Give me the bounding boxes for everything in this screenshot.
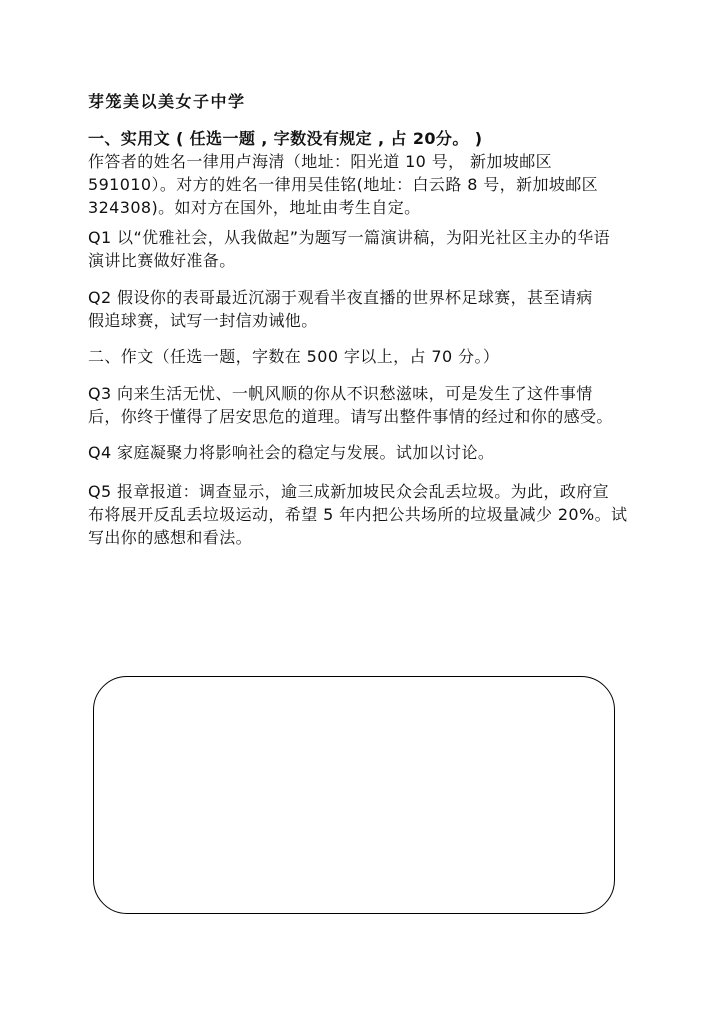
question-q1 [88, 226, 644, 272]
section1-line: 作答者的姓名一律用卢海清（地址：阳光道 10 号， 新加坡邮区 [88, 152, 553, 171]
answer-box [93, 676, 615, 914]
q3-line: 后，你终于懂得了居安思危的道理。请写出整件事情的经过和你的感受。 [88, 407, 613, 426]
q4-line: Q4 家庭凝聚力将影响社会的稳定与发展。试加以讨论。 [88, 443, 495, 462]
section1-heading: 一、实用文 ( 任选一题 , 字数没有规定 , 占 20分。 ) [88, 129, 483, 148]
q3-line: Q3 向来生活无忧、一帆风顺的你从不识愁滋味，可是发生了这件事情 [88, 384, 593, 403]
question-q4 [88, 441, 644, 464]
q2-line: 假追球赛，试写一封信劝诫他。 [88, 311, 318, 330]
section2-heading: 二、作文（任选一题，字数在 500 字以上，占 70 分。） [88, 347, 500, 366]
q5-line: Q5 报章报道：调查显示，逾三成新加坡民众会乱丢垃圾。为此，政府宣 [88, 482, 610, 501]
section-practical-writing [88, 127, 644, 219]
section1-line: 324308)。如对方在国外，地址由考生自定。 [88, 198, 421, 217]
school-name: 芽笼美以美女子中学 [88, 92, 246, 111]
q1-line: 演讲比赛做好准备。 [88, 251, 236, 270]
q5-line: 写出你的感想和看法。 [88, 528, 253, 547]
q5-line: 布将展开反乱丢垃圾运动，希望 5 年内把公共场所的垃圾量减少 20%。试 [88, 505, 628, 524]
section-composition [88, 345, 644, 368]
question-q2 [88, 286, 644, 332]
section1-line: 591010）。对方的姓名一律用吴佳铭(地址：白云路 8 号，新加坡邮区 [88, 175, 599, 194]
q1-line: Q1 以“优雅社会，从我做起”为题写一篇演讲稿，为阳光社区主办的华语 [88, 228, 611, 247]
q2-line: Q2 假设你的表哥最近沉溺于观看半夜直播的世界杯足球赛，甚至请病 [88, 288, 593, 307]
question-q3 [88, 382, 644, 428]
question-q5 [88, 480, 644, 549]
